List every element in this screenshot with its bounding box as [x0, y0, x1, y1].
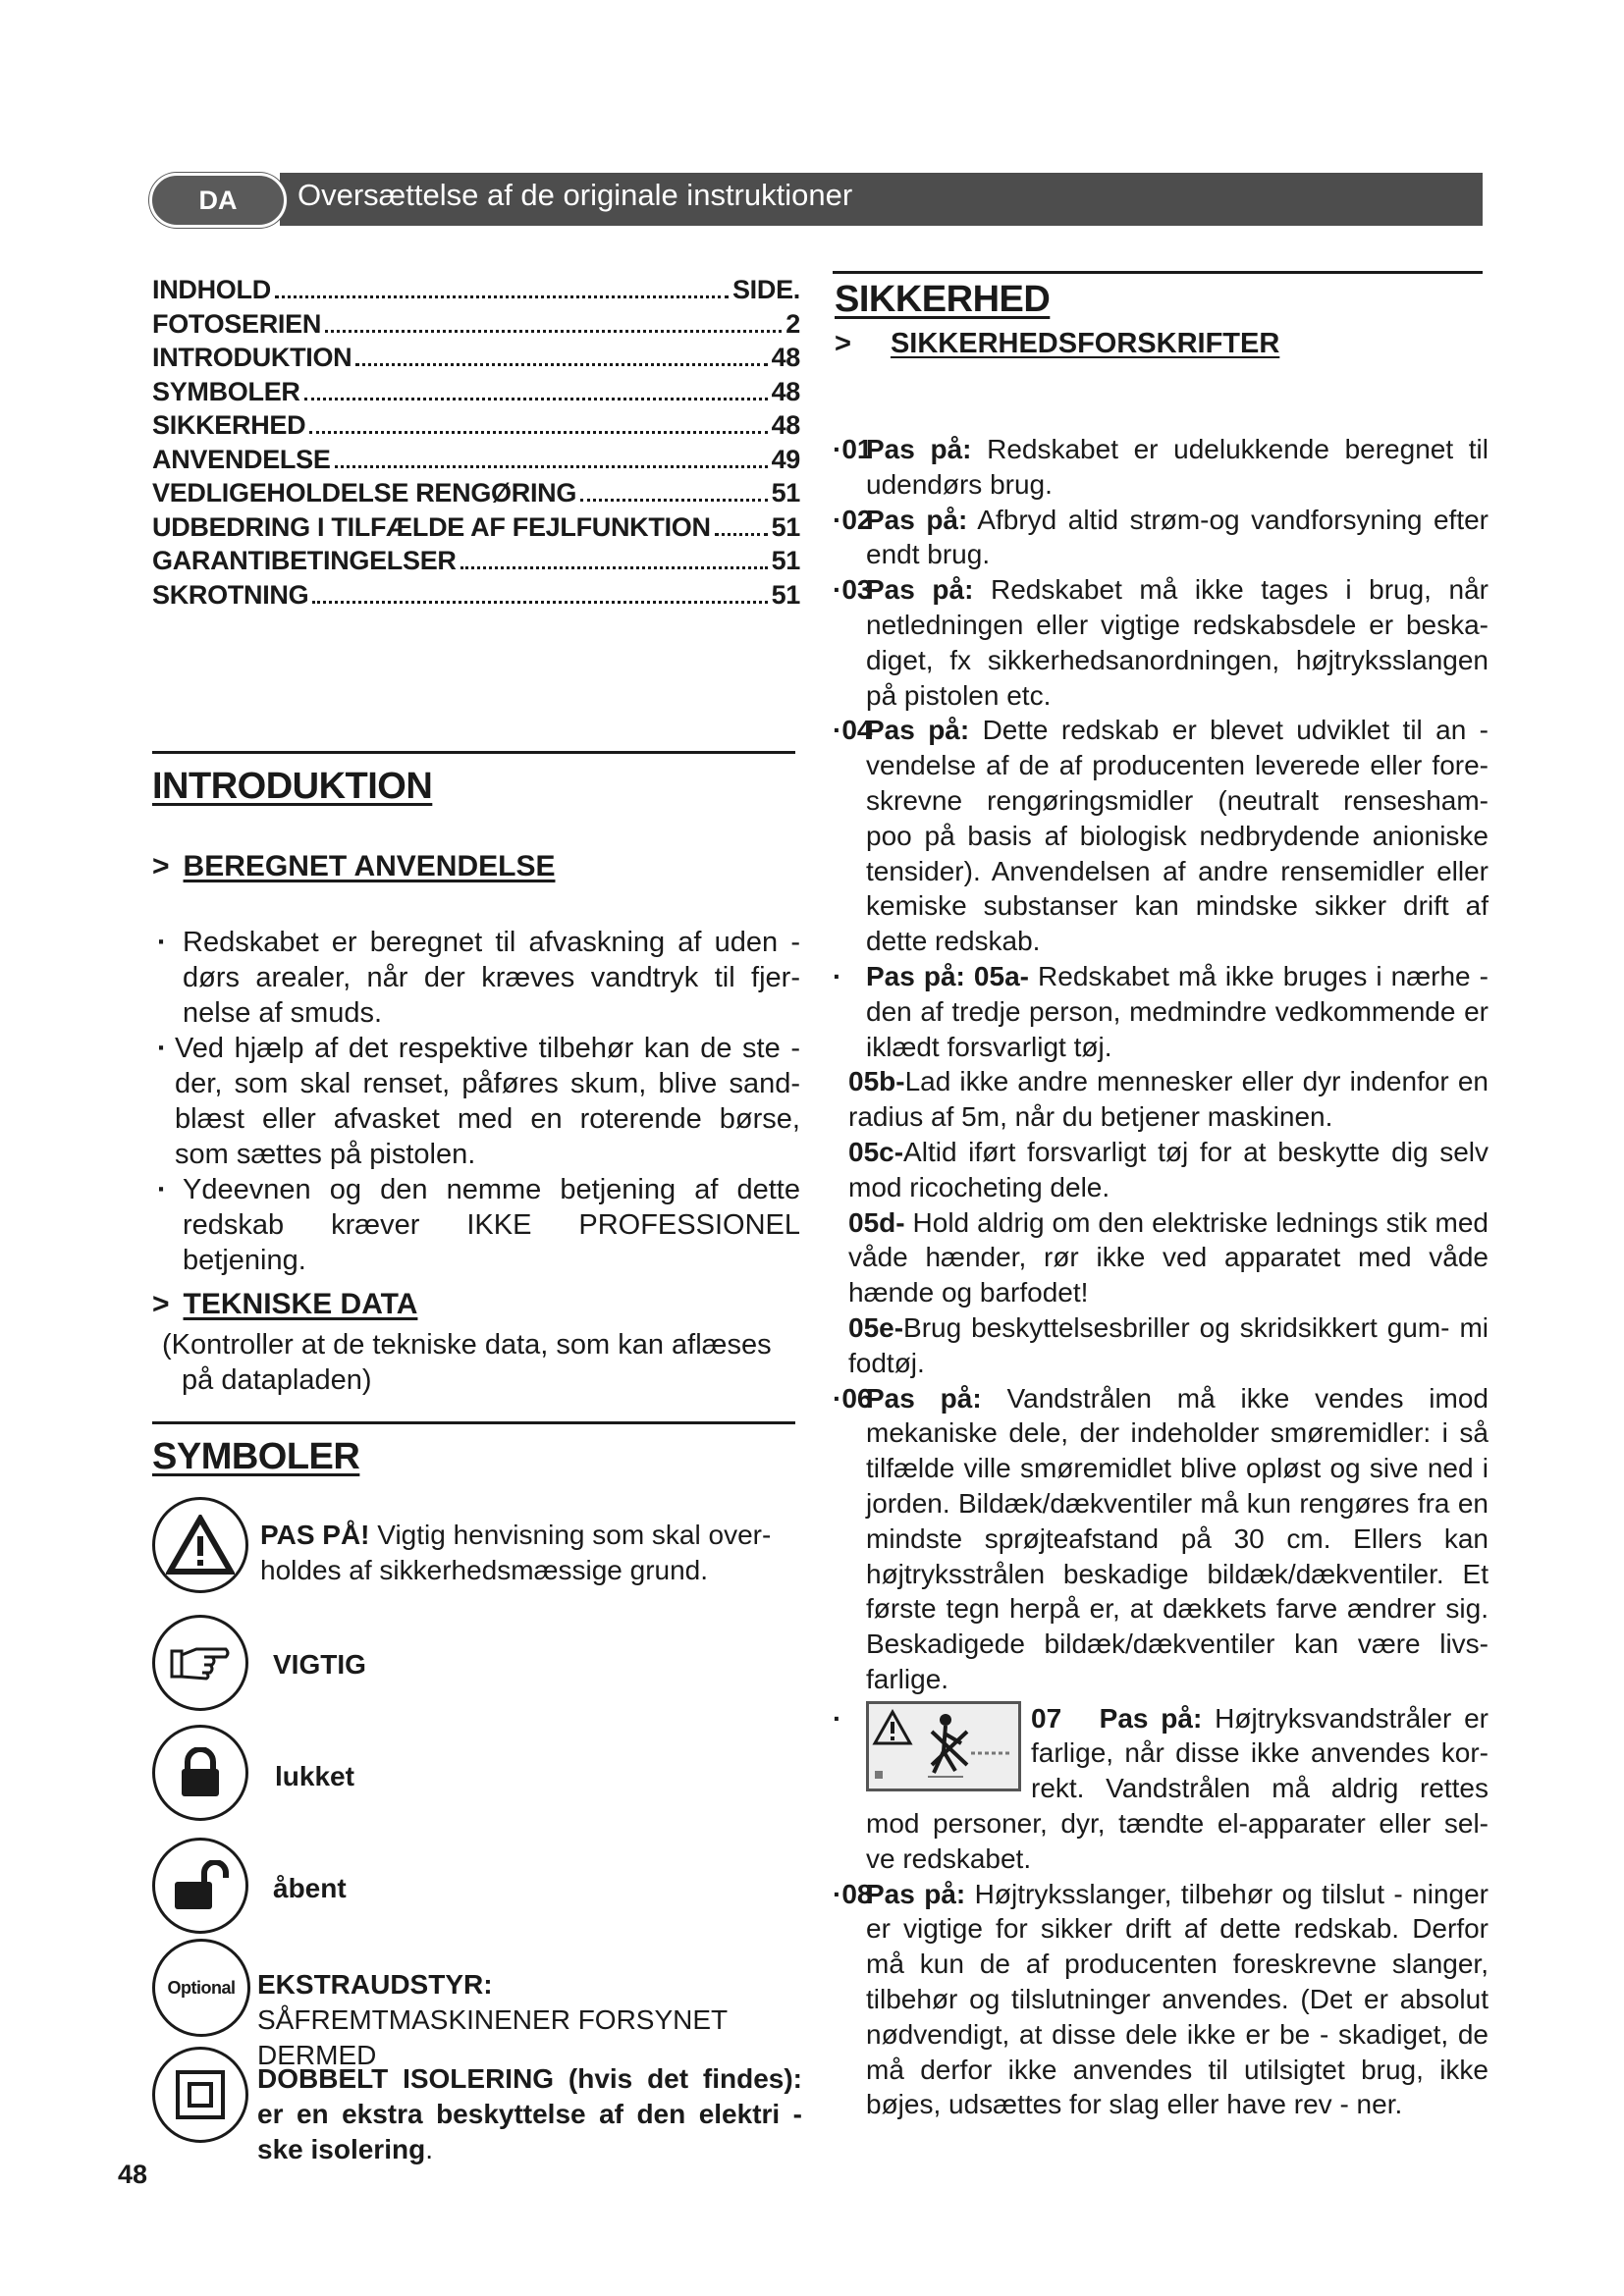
section-divider	[152, 1421, 795, 1424]
techdata-subheading: > TEKNISKE DATA	[152, 1288, 418, 1320]
toc-row[interactable]: VEDLIGEHOLDELSE RENGØRING 51	[152, 478, 800, 507]
locked-symbol-text: lukket	[275, 1761, 354, 1791]
list-subitem: 05b-Lad ikke andre mennesker eller dyr indenfor en radius af 5m, når du betjener maskinen.	[848, 1066, 1489, 1133]
toc-row[interactable]: GARANTIBETINGELSER 51	[152, 546, 800, 575]
table-of-contents	[152, 275, 800, 614]
safety-list	[833, 432, 1489, 2122]
lock-open-icon	[152, 1838, 248, 1934]
list-item: ·02 Pas på: Afbryd altid strøm-og vandforsyning efter endt brug.	[833, 504, 1489, 570]
list-item: ·06 Pas på: Vandstrålen må ikke vendes imod mekaniske dele, der indeholder smøremidler: i så tilfælde ville smøremidlet blive opløst og sive ned i jorden. Bildæk/dækventiler må kun rengøres fra en mindste sprøjteafstand på 30 cm. Ellers kan højtryksstrålen beskadige bildæk/dækventiler. Et første tegn herpå er, at dækkets farve ændrer sig. Beskadigede bildæk/dækventiler kan være livs- farlige.	[833, 1382, 1489, 1694]
symbols-heading: SYMBOLER	[152, 1436, 360, 1477]
optional-symbol-text: EKSTRAUDSTYR: SÅFREMTMASKINENER FORSYNET DERMED	[257, 1969, 728, 2070]
intro-heading: INTRODUKTION	[152, 766, 433, 807]
warning-symbol-text: PAS PÅ! Vigtig henvisning som skal over- holdes af sikkerhedsmæssige grund.	[260, 1520, 772, 1585]
toc-row[interactable]: SKROTNING 51	[152, 579, 800, 610]
pointing-hand-icon	[152, 1615, 248, 1711]
section-divider	[833, 271, 1483, 274]
toc-row[interactable]: SIKKERHED 48	[152, 410, 800, 440]
double-insulation-icon	[152, 2047, 248, 2143]
page-number: 48	[118, 2160, 148, 2189]
list-item: ·08 Pas på: Højtryksslanger, tilbehør og tilslut - ninger er vigtige for sikker drift af dette redskab. Derfor må kun de af producenten foreskrevne slanger, tilbehør og tilslutninger anvendes. (Det er absolut nødvendigt, at disse dele ikke er be - skadiget, de må derfor ikke anvendes til utilsigtet brug, ikke bøjes, udsættes for slag eller have rev - ner.	[833, 1878, 1489, 2120]
list-item: · Ydeevnen og den nemme betjening af dette redskab kræver IKKE PROFESSIONEL betjening.	[157, 1172, 800, 1278]
list-item: · 07 Pas på: Højtryksvandstråler er farlige, når disse ikke anvendes kor- rekt. Vandstrålen må aldrig rettes mod personer, dyr, tændte el-apparater eller sel- ve redskabet.	[833, 1702, 1489, 1874]
intro-subheading: > BEREGNET ANVENDELSE	[152, 850, 556, 882]
language-badge	[149, 173, 287, 228]
list-subitem: 05c-Altid iført forsvarligt tøj for at beskytte dig selv mod ricocheting dele.	[848, 1136, 1489, 1202]
list-subitem: 05e-Brug beskyttelsesbriller og skridsikkert gum- mi fodtøj.	[848, 1311, 1489, 1378]
open-symbol-text: åbent	[273, 1873, 347, 1903]
list-subitem: 05d- Hold aldrig om den elektriske lednings stik med våde hænder, rør ikke ved apparatet med våde hænde og barfodet!	[848, 1206, 1489, 1308]
optional-icon: Optional	[152, 1939, 250, 2037]
double-insulation-text: DOBBELT ISOLERING (hvis det findes): er en ekstra beskyttelse af den elektri - ske isolering.	[257, 2063, 802, 2164]
toc-row[interactable]: FOTOSERIEN 2	[152, 308, 800, 339]
list-item: · Pas på: 05a- Redskabet må ikke bruges i nærhe - den af tredje person, medmindre vedkommende er iklædt forsvarligt tøj.	[833, 960, 1489, 1062]
list-item: ·04 Pas på: Dette redskab er blevet udviklet til an - vendelse af de af producenten leverede eller fore- skrevne rengøringsmidler (neutralt rensesham- poo på basis af biologisk nedbrydende anioniske tensider). Anvendelsen af andre rensemidler eller kemiske substanser kan mindske sikker drift af dette redskab.	[833, 715, 1489, 957]
high-pressure-warning-pictogram	[866, 1701, 1021, 1791]
list-item: · Ved hjælp af det respektive tilbehør kan de ste - der, som skal renset, påføres skum, blive sand- blæst eller afvasket med en roterende børse, som sættes på pistolen.	[157, 1031, 800, 1172]
toc-row[interactable]: INTRODUKTION 48	[152, 343, 800, 372]
list-item: · Redskabet er beregnet til afvaskning af uden - dørs arealer, når der kræves vandtryk til fjer- nelse af smuds.	[157, 925, 800, 1031]
warning-triangle-icon	[152, 1497, 248, 1593]
header-title: Oversættelse af de originale instruktioner	[298, 178, 853, 212]
toc-row[interactable]: INDHOLD SIDE.	[152, 275, 800, 304]
techdata-text: (Kontroller at de tekniske data, som kan aflæses på datapladen)	[162, 1329, 772, 1396]
lock-closed-icon	[152, 1725, 248, 1821]
list-item: ·03 Pas på: Redskabet må ikke tages i brug, når netledningen eller vigtige redskabsdele er beska- diget, fx sikkerhedsanordningen, højtryksslangen på pistolen etc.	[833, 574, 1489, 711]
language-code: DA	[198, 186, 238, 215]
safety-heading: SIKKERHED	[835, 279, 1051, 320]
safety-subheading: > SIKKERHEDSFORSKRIFTER	[835, 328, 1280, 359]
list-item: ·01 Pas på: Redskabet er udelukkende beregnet til udendørs brug.	[833, 434, 1489, 500]
important-symbol-text: VIGTIG	[273, 1649, 366, 1680]
intro-bullets	[157, 925, 800, 1278]
toc-row[interactable]: ANVENDELSE 49	[152, 444, 800, 474]
toc-row[interactable]: UDBEDRING I TILFÆLDE AF FEJLFUNKTION 51	[152, 511, 800, 542]
toc-row[interactable]: SYMBOLER 48	[152, 376, 800, 406]
section-divider	[152, 751, 795, 754]
